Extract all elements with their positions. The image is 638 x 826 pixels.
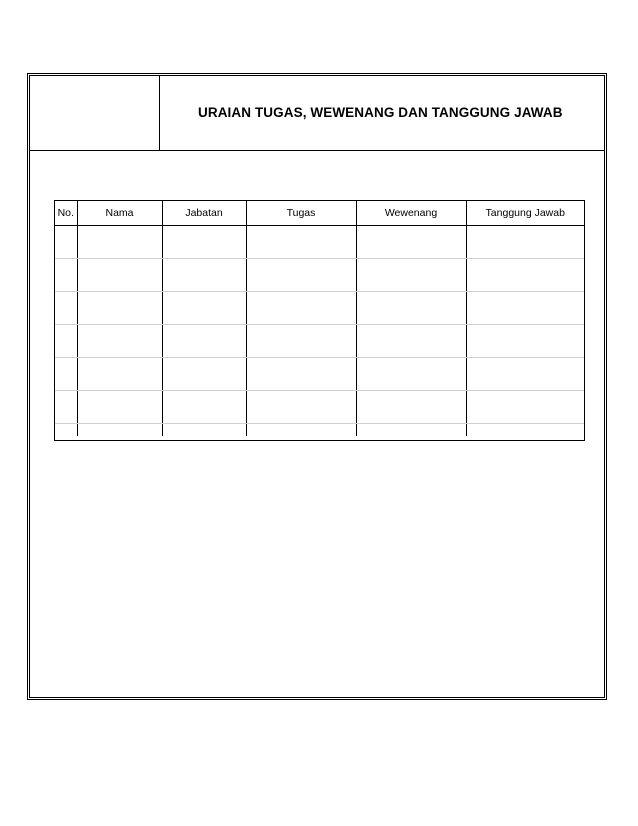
table-cell[interactable] [246,324,356,357]
table-row [55,390,584,423]
table-row [55,258,584,291]
table-row [55,357,584,390]
table-cell[interactable] [246,258,356,291]
table-cell[interactable] [162,291,246,324]
logo-box [30,76,160,150]
table-cell[interactable] [77,324,162,357]
table-row [55,324,584,357]
table-cell[interactable] [246,423,356,436]
table-cell[interactable] [356,357,466,390]
table-row [55,225,584,258]
table-cell[interactable] [356,324,466,357]
table-cell[interactable] [356,390,466,423]
table-cell[interactable] [77,291,162,324]
table-cell[interactable] [246,225,356,258]
table-cell[interactable] [162,390,246,423]
table-cell[interactable] [77,258,162,291]
document-title: URAIAN TUGAS, WEWENANG DAN TANGGUNG JAWAB [198,105,563,120]
column-header-no: No. [55,201,77,225]
table-cell[interactable] [55,423,77,436]
table-cell[interactable] [356,258,466,291]
table-cell[interactable] [55,390,77,423]
duties-table [55,201,584,436]
column-header-tanggung-jawab: Tanggung Jawab [466,201,584,225]
document-frame [27,73,607,700]
table-cell[interactable] [162,225,246,258]
table-cell[interactable] [77,225,162,258]
table-cell[interactable] [466,423,584,436]
column-header-jabatan: Jabatan [162,201,246,225]
column-header-tugas: Tugas [246,201,356,225]
table-cell[interactable] [356,423,466,436]
table-cell[interactable] [466,324,584,357]
table-cell[interactable] [162,258,246,291]
duties-table-container [54,200,585,441]
table-cell[interactable] [55,357,77,390]
table-cell[interactable] [466,390,584,423]
table-cell[interactable] [246,390,356,423]
table-cell[interactable] [246,291,356,324]
table-row [55,423,584,436]
table-cell[interactable] [356,291,466,324]
table-cell[interactable] [246,357,356,390]
table-cell[interactable] [55,291,77,324]
table-cell[interactable] [55,324,77,357]
table-cell[interactable] [356,225,466,258]
column-header-wewenang: Wewenang [356,201,466,225]
table-cell[interactable] [466,225,584,258]
column-header-nama: Nama [77,201,162,225]
table-cell[interactable] [162,324,246,357]
table-cell[interactable] [77,357,162,390]
table-cell[interactable] [162,357,246,390]
table-cell[interactable] [55,258,77,291]
table-cell[interactable] [466,258,584,291]
document-header [30,76,604,151]
table-cell[interactable] [77,390,162,423]
table-row [55,291,584,324]
table-cell[interactable] [466,357,584,390]
table-cell[interactable] [55,225,77,258]
table-cell[interactable] [466,291,584,324]
table-cell[interactable] [77,423,162,436]
table-cell[interactable] [162,423,246,436]
table-header-row [55,201,584,225]
